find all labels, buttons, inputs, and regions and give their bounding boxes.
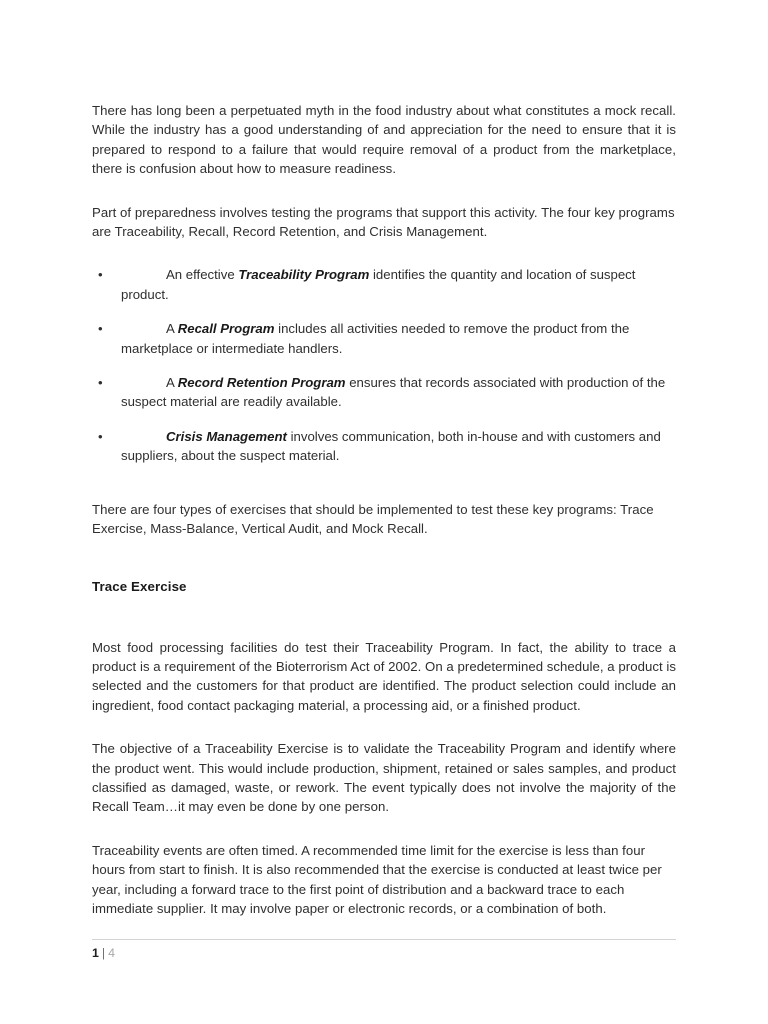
program-name: Record Retention Program: [177, 375, 346, 391]
bullet-trail-text: includes all activities needed to remove the product from the marketplace or intermediate handlers.: [121, 321, 630, 356]
bullet-trail-text: ensures that records associated with production of the suspect material are readily available.: [121, 375, 666, 410]
current-page-number: 1: [92, 946, 99, 960]
preparedness-paragraph: Part of preparedness involves testing the programs that support this activity. The four key programs are Traceability, Recall, Record Retention, and Crisis Management.: [92, 204, 675, 240]
program-name: Traceability Program: [238, 267, 370, 283]
spacer: [92, 195, 676, 203]
spacer: [92, 596, 676, 630]
list-item: [92, 427, 676, 466]
total-page-count: 4: [108, 946, 116, 960]
trace-paragraph-2: The objective of a Traceability Exercise is to validate the Traceability Program and identify where the product went. This would include production, shipment, retained or sales samples, and product classified as damaged, waste, or rework. The event typically does not involve the majority of the Recall Team…it may even be done by one person.: [92, 741, 676, 815]
spacer: [92, 257, 676, 265]
page-separator: |: [101, 946, 106, 960]
document-body: [92, 101, 676, 934]
exercise-types-paragraph: There are four types of exercises that should be implemented to test these key programs: Trace Exercise, Mass-Balance, Vertical Audit, and Mock Recall.: [92, 501, 654, 537]
spacer: [92, 630, 676, 638]
program-name: Recall Program: [177, 321, 275, 337]
page-number-indicator: [92, 946, 676, 961]
spacer: [92, 466, 676, 500]
program-name: Crisis Management: [166, 428, 287, 444]
spacer: [92, 555, 676, 577]
bullet-icon: •: [98, 267, 103, 283]
bullet-lead-text: An effective: [166, 267, 239, 283]
bullet-trail-text: identifies the quantity and location of suspect product.: [121, 267, 636, 302]
spacer: [92, 731, 676, 739]
intro-paragraph: There has long been a perpetuated myth in the food industry about what constitutes a mock recall. While the industry has a good understanding of and appreciation for the need to ensure that it is prepared to respond to a failure that would require removal of a product from the marketplace, there is confusion about how to measure readiness.: [92, 103, 676, 177]
bullet-trail-text: involves communication, both in-house and with customers and suppliers, about the suspect material.: [121, 428, 661, 464]
bullet-icon: •: [98, 321, 103, 337]
section-heading-trace-exercise: Trace Exercise: [92, 578, 187, 594]
trace-paragraph-1: Most food processing facilities do test their Traceability Program. In fact, the ability to trace a product is a requirement of the Bioterrorism Act of 2002. On a predetermined schedule, a product is selected and the customers for that product are identified. The product selection could include an ingredient, food contact packaging material, a processing aid, or a finished product.: [92, 639, 676, 713]
list-item: [92, 319, 676, 358]
trace-paragraph-3: Traceability events are often timed. A recommended time limit for the exercise is less than four hours from start to finish. It is also recommended that the exercise is conducted at least twice per year, including a forward trace to the first point of distribution and a backward trace to each immediate supplier. It may involve paper or electronic records, or a combination of both.: [92, 842, 662, 916]
bullet-lead-text: A: [166, 321, 178, 337]
list-item: [92, 265, 676, 304]
bullet-icon: •: [98, 375, 103, 391]
page-footer: [92, 939, 676, 961]
bullet-icon: •: [98, 428, 103, 444]
footer-divider: [92, 939, 676, 940]
program-bullet-list: [92, 265, 676, 465]
spacer: [92, 833, 676, 841]
bullet-lead-text: A: [166, 375, 178, 391]
list-item: [92, 373, 676, 412]
